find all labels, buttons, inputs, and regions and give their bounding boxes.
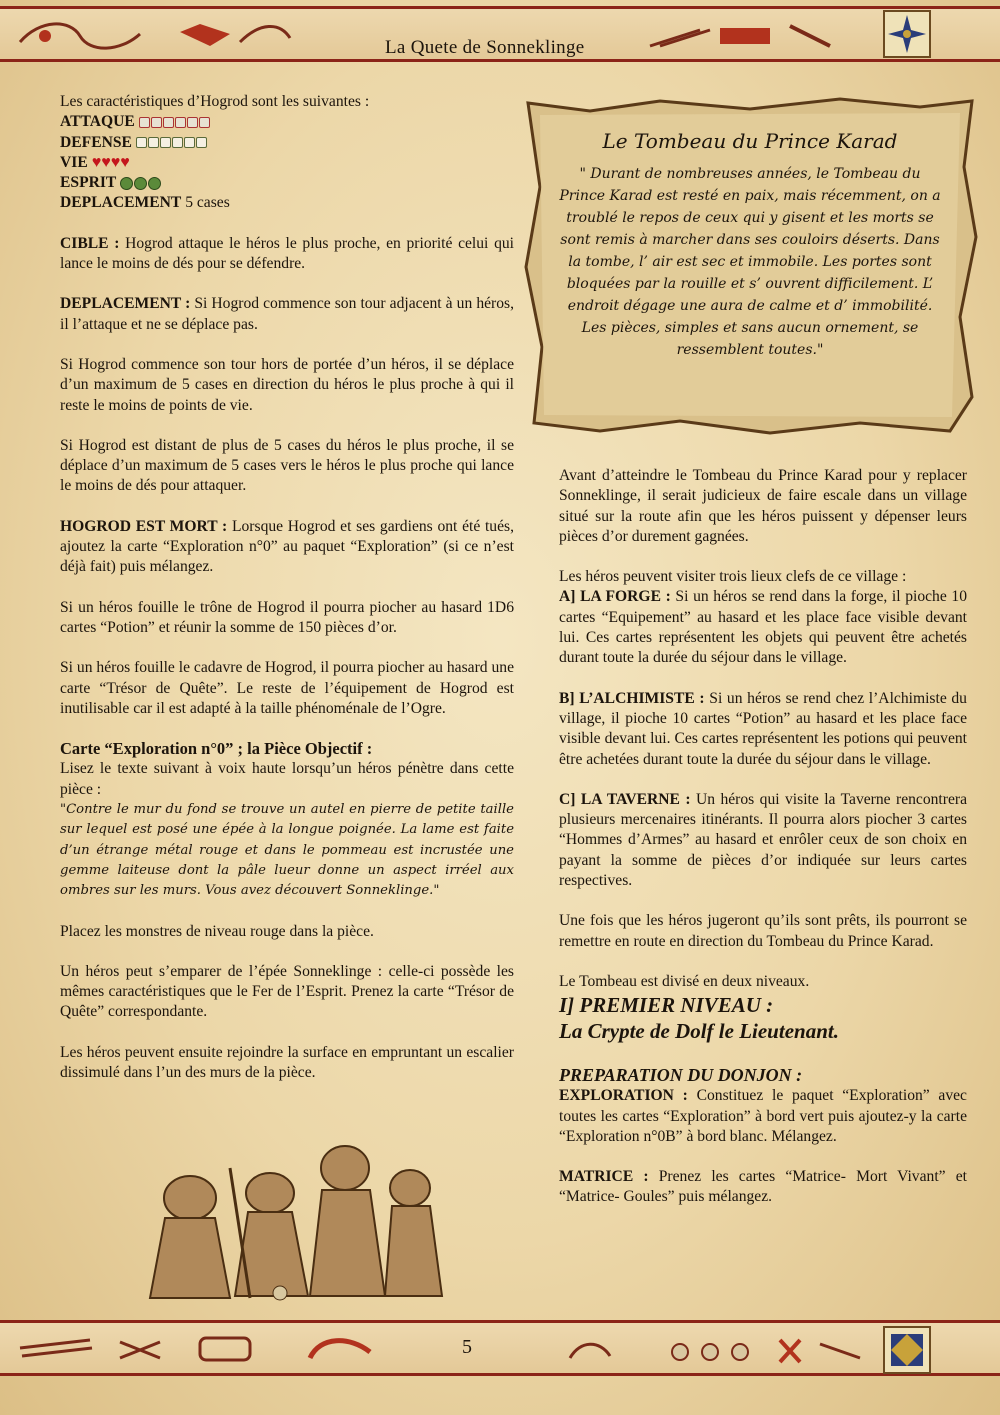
page-number: 5 [462,1336,472,1358]
stat-vie: VIE ♥♥♥♥ [60,153,514,173]
compass-icon [883,10,931,58]
heart-icon: ♥ [120,153,130,171]
heart-icons [92,153,130,173]
scroll-box [520,97,980,437]
header-border-top [0,6,1000,9]
deplacement-paragraph: DEPLACEMENT : Si Hogrod commence son tour adjacent à un héros, il l’attaque et ne se déplace pas. [60,295,514,333]
cadavre-paragraph: Si un héros fouille le cadavre de Hogrod, il pourra piocher au hasard une carte “Trésor de Quête”. Le reste de l’équipement de Hogrod est inutilisable car il est adapté à la taille phénoménale de l’Ogre. [60,659,514,717]
stat-esprit: ESPRIT [60,173,514,193]
attack-dice-icon [139,117,210,128]
header-ornament-right [640,16,860,56]
stat-defense: DEFENSE [60,133,514,153]
stat-attaque: ATTAQUE [60,112,514,132]
mind-orb-icons [120,177,161,190]
avant-paragraph: Avant d’atteindre le Tombeau du Prince Karad pour y replacer Sonneklinge, il serait judicieux de faire escale dans un village situé sur la route afin que les héros puissent y dépenser leurs pièces d’or durement gagnées. [559,467,967,545]
mind-orb-icon [120,177,133,190]
footer-border-top [0,1320,1000,1323]
distant-paragraph: Si Hogrod est distant de plus de 5 cases du héros le plus proche, il se déplace d’un maximum de 5 cases vers le héros le plus proche qui lance le moins de dés pour attaquer. [60,436,514,495]
alchimiste-paragraph: B] L’ALCHIMISTE : Si un héros se rend chez l’Alchimiste du village, il pioche 10 cartes “Potion” au hasard et les place face visible devant lui. Ces cartes représentent les potions qui peuvent être achetées durant toute la durée du séjour dans le village. [559,689,967,768]
right-column [559,466,967,1208]
footer-border-bottom [0,1373,1000,1376]
surface-paragraph: Les héros peuvent ensuite rejoindre la surface en empruntant un escalier dissimulé dans l’un des murs de la pièce. [60,1043,514,1081]
trone-paragraph: Si un héros fouille le trône de Hogrod il pourra piocher au hasard 1D6 cartes “Potion” et réunir la somme de 150 pièces d’or. [60,598,514,636]
divise-paragraph: Le Tombeau est divisé en deux niveaux. [559,972,810,990]
footer-skulls-ornament [560,1330,870,1370]
lieux-intro: Les héros peuvent visiter trois lieux clefs de ce village : [559,568,907,586]
mind-orb-icon [148,177,161,190]
heart-icon: ♥ [110,153,121,171]
monstres-paragraph: Placez les monstres de niveau rouge dans la pièce. [60,922,374,940]
scroll-title: Le Tombeau du Prince Karad [602,129,898,153]
matrice-paragraph: MATRICE : Prenez les cartes “Matrice- Mort Vivant” et “Matrice- Goules” puis mélangez. [559,1168,967,1206]
carte-quote: "Contre le mur du fond se trouve un autel en pierre de petite taille sur lequel est posé une épée à la longue poignée. La lame est faite d’un étrange métal rouge et dans le pommeau est incrustée une gemme laiteuse dont la pâle lueur donne un aspect irréel aux ombres sur les murs. Vous avez découvert Sonneklinge." [60,802,514,899]
scroll-text: " Durant de nombreuses années, le Tombeau du Prince Karad est resté en paix, mais récemment, on a troublé le repos de ceux qui y gisent et les morts se sont remis à marcher dans ses couloirs déserts. Dans la tombe, l’ air est sec et immobile. Les portes sont bloquées par la rouille et s’ ouvrent difficilement. L’ endroit dégage une aura de calme et d’ immobilité. Les pièces, simples et sans aucun ornement, se ressemblent toutes." [559,166,941,358]
footer-ornament [10,1328,410,1368]
epee-paragraph: Un héros peut s’emparer de l’épée Sonneklinge : celle-ci possède les mêmes caractéristiques que le Fer de l’Esprit. Prenez la carte “Trésor de Quête” correspondante. [60,962,514,1021]
footer-band [0,1320,1000,1376]
defense-dice-icon [136,137,207,148]
prets-paragraph: Une fois que les héros jugeront qu’ils sont prêts, ils pourront se remettre en route en direction du Tombeau du Prince Karad. [559,912,967,950]
niveau-heading-1: I] PREMIER NIVEAU : [559,993,774,1018]
mort-paragraph: HOGROD EST MORT : Lorsque Hogrod et ses gardiens ont été tués, ajoutez la carte “Exploration n°0” au paquet “Exploration” (si ce n’est déjà fait) puis mélangez. [60,517,514,576]
forge-paragraph: A] LA FORGE : Si un héros se rend dans la forge, il pioche 10 cartes “Equipement” au hasard et les place face visible devant lui. Ces cartes représentent les objets qui peuvent être achetés durant toute la durée du séjour dans le village. [559,588,967,667]
scroll-content [558,129,942,361]
compass-icon-bottom [883,1326,931,1374]
niveau-heading-2: La Crypte de Dolf le Lieutenant. [559,1019,839,1044]
left-column [60,92,514,1083]
carte-intro: Lisez le texte suivant à voix haute lorsqu’un héros pénètre dans cette pièce : [60,760,514,798]
taverne-paragraph: C] LA TAVERNE : Un héros qui visite la Taverne rencontrera plusieurs mercenaires itinérants. Il pourra alors piocher 3 cartes “Hommes d’Armes” au hasard et enrôler ceux de son choix en payant la somme de pièces d’or indiquée sur leurs cartes respectives. [559,790,967,890]
stats-intro: Les caractéristiques d’Hogrod sont les suivantes : [60,93,370,110]
cible-paragraph: CIBLE : Hogrod attaque le héros le plus proche, en priorité celui qui lance le moins de dés pour se défendre. [60,234,514,273]
heart-icon: ♥ [91,153,102,171]
goblins-illustration [130,1128,450,1308]
range-paragraph: Si Hogrod commence son tour hors de portée d’un héros, il se déplace d’un maximum de 5 cases en direction du héros le plus proche à qui il reste le moins de points de vie. [60,355,514,414]
exploration-paragraph: EXPLORATION : Constituez le paquet “Exploration” avec toutes les cartes “Exploration” à bord vert puis ajoutez-y la carte “Exploration n°0B” à bord blanc. Mélangez. [559,1087,967,1145]
mind-orb-icon [134,177,147,190]
header-ornament [10,14,350,54]
carte-heading: Carte “Exploration n°0” ; la Pièce Objectif : [60,739,373,759]
heart-icon: ♥ [101,153,111,171]
header-title: La Quete de Sonneklinge [385,37,585,58]
stat-deplacement: DEPLACEMENT 5 cases [60,194,230,212]
preparation-heading: PREPARATION DU DONJON : [559,1065,803,1086]
header-border-bottom [0,59,1000,62]
